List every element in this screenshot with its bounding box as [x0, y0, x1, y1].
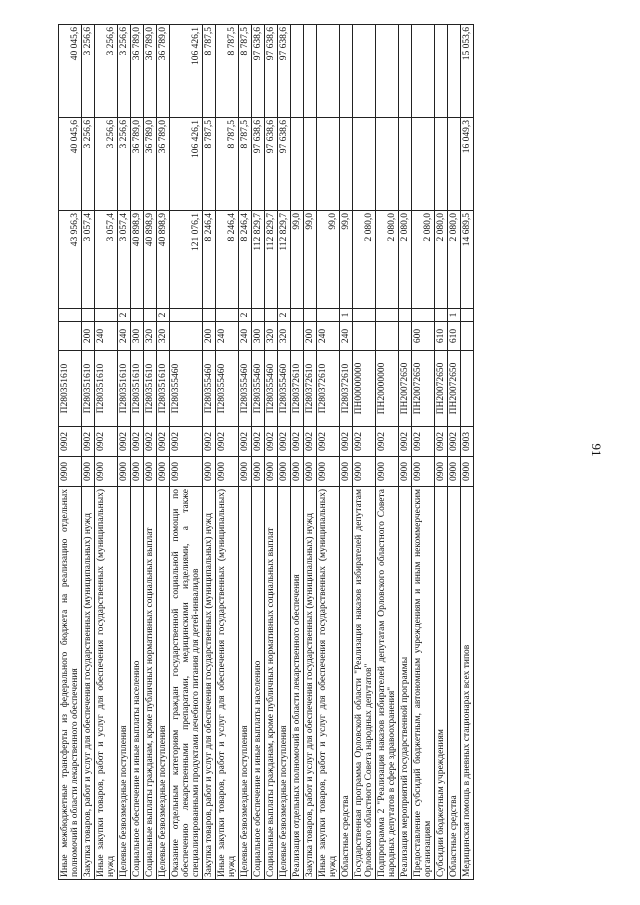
- table-body: [59, 25, 474, 880]
- funding-source-code: [95, 309, 118, 322]
- amount-col-1: 3 057,4: [95, 211, 118, 309]
- razdel-code: 0902: [203, 427, 216, 457]
- funding-source-code: [203, 309, 216, 322]
- expense-type-code: 240: [118, 322, 131, 351]
- row-name: Областные средства: [340, 487, 353, 880]
- target-article-code: ПН20072650: [435, 351, 448, 427]
- expense-type-code: 320: [157, 322, 170, 351]
- target-article-code: П280372610: [304, 351, 317, 427]
- expense-type-code: 240: [317, 322, 340, 351]
- amount-col-3: 36 789,0: [131, 25, 144, 118]
- expense-type-code: [376, 322, 399, 351]
- amount-col-1: 121 076,1: [170, 211, 203, 309]
- amount-col-2: 8 787,5: [216, 118, 239, 211]
- funding-source-code: [412, 309, 435, 322]
- amount-col-3: 8 787,5: [239, 25, 252, 118]
- razdel-code: 0902: [340, 427, 353, 457]
- table-row: [399, 25, 412, 880]
- amount-col-2: [304, 118, 317, 211]
- grbs-code: 0900: [399, 457, 412, 487]
- razdel-code: 0902: [265, 427, 278, 457]
- razdel-code: 0902: [278, 427, 291, 457]
- amount-col-2: 3 256,6: [82, 118, 95, 211]
- amount-col-1: 40 898,9: [144, 211, 157, 309]
- table-row: [304, 25, 317, 880]
- amount-col-2: [291, 118, 304, 211]
- amount-col-2: 8 787,5: [203, 118, 216, 211]
- funding-source-code: [144, 309, 157, 322]
- grbs-code: 0900: [435, 457, 448, 487]
- razdel-code: 0902: [131, 427, 144, 457]
- target-article-code: П280372610: [317, 351, 340, 427]
- razdel-code: 0902: [399, 427, 412, 457]
- funding-source-code: 2: [239, 309, 252, 322]
- table-row: [435, 25, 448, 880]
- expense-type-code: [399, 322, 412, 351]
- grbs-code: 0900: [353, 457, 376, 487]
- funding-source-code: [59, 309, 82, 322]
- amount-col-3: [435, 25, 448, 118]
- razdel-code: 0902: [118, 427, 131, 457]
- row-name: Субсидии бюджетным учреждениям: [435, 487, 448, 880]
- amount-col-2: [448, 118, 461, 211]
- amount-col-2: 97 638,6: [278, 118, 291, 211]
- amount-col-1: 99,0: [317, 211, 340, 309]
- expense-type-code: 240: [216, 322, 239, 351]
- grbs-code: 0900: [82, 457, 95, 487]
- razdel-code: 0902: [252, 427, 265, 457]
- funding-source-code: [317, 309, 340, 322]
- target-article-code: П280351610: [118, 351, 131, 427]
- funding-source-code: [291, 309, 304, 322]
- table-row: [118, 25, 131, 880]
- expense-type-code: 320: [144, 322, 157, 351]
- amount-col-2: [376, 118, 399, 211]
- expense-type-code: 200: [304, 322, 317, 351]
- rotated-page-content: [58, 25, 566, 880]
- page-number: 91: [589, 443, 604, 457]
- table-row: [340, 25, 353, 880]
- razdel-code: 0902: [239, 427, 252, 457]
- row-name: Целевые безвозмездные поступления: [278, 487, 291, 880]
- razdel-code: 0902: [95, 427, 118, 457]
- table-row: [239, 25, 252, 880]
- target-article-code: П280351610: [59, 351, 82, 427]
- grbs-code: 0900: [291, 457, 304, 487]
- amount-col-2: 40 045,6: [59, 118, 82, 211]
- grbs-code: 0900: [461, 457, 474, 487]
- amount-col-2: 36 789,0: [144, 118, 157, 211]
- target-article-code: ПН00000000: [353, 351, 376, 427]
- funding-source-code: [376, 309, 399, 322]
- row-name: Иные межбюджетные трансферты из федерального бюджета на реализацию отдельных полномочий в области лекарственного обеспечения: [59, 487, 82, 880]
- row-name: Закупка товаров, работ и услуг для обеспечения государственных (муниципальных) нужд: [203, 487, 216, 880]
- amount-col-1: 112 829,7: [252, 211, 265, 309]
- razdel-code: 0902: [376, 427, 399, 457]
- amount-col-3: 15 053,6: [461, 25, 474, 118]
- target-article-code: П280351610: [157, 351, 170, 427]
- row-name: Целевые безвозмездные поступления: [118, 487, 131, 880]
- razdel-code: 0902: [353, 427, 376, 457]
- table-row: [353, 25, 376, 880]
- amount-col-3: 97 638,6: [252, 25, 265, 118]
- razdel-code: 0902: [448, 427, 461, 457]
- table-row: [131, 25, 144, 880]
- razdel-code: 0902: [144, 427, 157, 457]
- table-row: [203, 25, 216, 880]
- expense-type-code: 300: [252, 322, 265, 351]
- grbs-code: 0900: [317, 457, 340, 487]
- amount-col-1: 43 956,3: [59, 211, 82, 309]
- row-name: Иные закупки товаров, работ и услуг для обеспечения государственных (муниципальных) нужд: [216, 487, 239, 880]
- razdel-code: 0902: [59, 427, 82, 457]
- amount-col-1: 8 246,4: [216, 211, 239, 309]
- funding-source-code: [170, 309, 203, 322]
- grbs-code: 0900: [216, 457, 239, 487]
- funding-source-code: 2: [118, 309, 131, 322]
- target-article-code: П280351610: [95, 351, 118, 427]
- razdel-code: 0902: [82, 427, 95, 457]
- amount-col-3: [317, 25, 340, 118]
- amount-col-1: 2 080,0: [435, 211, 448, 309]
- grbs-code: 0900: [448, 457, 461, 487]
- amount-col-2: 97 638,6: [265, 118, 278, 211]
- target-article-code: ПН20072650: [399, 351, 412, 427]
- amount-col-2: 3 256,6: [95, 118, 118, 211]
- funding-source-code: [435, 309, 448, 322]
- grbs-code: 0900: [170, 457, 203, 487]
- grbs-code: 0900: [203, 457, 216, 487]
- amount-col-1: 99,0: [304, 211, 317, 309]
- amount-col-3: [412, 25, 435, 118]
- grbs-code: 0900: [304, 457, 317, 487]
- amount-col-1: 112 829,7: [265, 211, 278, 309]
- razdel-code: 0902: [291, 427, 304, 457]
- row-name: Целевые безвозмездные поступления: [157, 487, 170, 880]
- amount-col-1: 3 057,4: [82, 211, 95, 309]
- amount-col-3: [291, 25, 304, 118]
- row-name: Иные закупки товаров, работ и услуг для обеспечения государственных (муниципальных) нужд: [317, 487, 340, 880]
- razdel-code: 0902: [435, 427, 448, 457]
- amount-col-3: [399, 25, 412, 118]
- amount-col-2: [435, 118, 448, 211]
- row-name: Закупка товаров, работ и услуг для обеспечения государственных (муниципальных) нужд: [82, 487, 95, 880]
- expense-type-code: 610: [448, 322, 461, 351]
- amount-col-1: 3 057,4: [118, 211, 131, 309]
- amount-col-2: 16 049,3: [461, 118, 474, 211]
- amount-col-1: 99,0: [340, 211, 353, 309]
- amount-col-1: 2 080,0: [353, 211, 376, 309]
- table-row: [157, 25, 170, 880]
- table-row: [82, 25, 95, 880]
- amount-col-2: [353, 118, 376, 211]
- row-name: Социальное обеспечение и иные выплаты населению: [252, 487, 265, 880]
- grbs-code: 0900: [239, 457, 252, 487]
- row-name: Целевые безвозмездные поступления: [239, 487, 252, 880]
- amount-col-2: 36 789,0: [157, 118, 170, 211]
- amount-col-1: 112 829,7: [278, 211, 291, 309]
- expense-type-code: 200: [82, 322, 95, 351]
- amount-col-3: [340, 25, 353, 118]
- amount-col-2: 106 426,1: [170, 118, 203, 211]
- target-article-code: П280355460: [216, 351, 239, 427]
- amount-col-3: [376, 25, 399, 118]
- table-row: [170, 25, 203, 880]
- expense-type-code: [291, 322, 304, 351]
- table-row: [461, 25, 474, 880]
- expense-type-code: 200: [203, 322, 216, 351]
- expense-type-code: [461, 322, 474, 351]
- amount-col-3: 8 787,5: [203, 25, 216, 118]
- amount-col-3: 3 256,6: [95, 25, 118, 118]
- table-row: [265, 25, 278, 880]
- grbs-code: 0900: [131, 457, 144, 487]
- expense-type-code: 610: [435, 322, 448, 351]
- expense-type-code: 300: [131, 322, 144, 351]
- funding-source-code: 1: [448, 309, 461, 322]
- funding-source-code: [82, 309, 95, 322]
- expense-type-code: 240: [95, 322, 118, 351]
- target-article-code: П280355460: [278, 351, 291, 427]
- razdel-code: 0902: [216, 427, 239, 457]
- funding-source-code: [265, 309, 278, 322]
- amount-col-1: 40 898,9: [157, 211, 170, 309]
- funding-source-code: [252, 309, 265, 322]
- amount-col-1: 2 080,0: [412, 211, 435, 309]
- funding-source-code: 1: [340, 309, 353, 322]
- row-name: Предоставление субсидий бюджетным, автономным учреждениям и иным некоммерческим организациям: [412, 487, 435, 880]
- table-row: [291, 25, 304, 880]
- funding-source-code: [461, 309, 474, 322]
- table-row: [144, 25, 157, 880]
- amount-col-3: [448, 25, 461, 118]
- amount-col-3: 97 638,6: [265, 25, 278, 118]
- amount-col-2: 8 787,5: [239, 118, 252, 211]
- row-name: Оказание отдельным категориям граждан государственной социальной помощи по обеспечению лекарственными препаратами, медицинскими изделиями, а также специализированными продуктами лечебного питания для детей-инвалидов: [170, 487, 203, 880]
- grbs-code: 0900: [340, 457, 353, 487]
- target-article-code: П280372610: [340, 351, 353, 427]
- table-row: [95, 25, 118, 880]
- amount-col-1: 2 080,0: [399, 211, 412, 309]
- amount-col-1: 8 246,4: [203, 211, 216, 309]
- expense-type-code: [170, 322, 203, 351]
- amount-col-1: 14 689,5: [461, 211, 474, 309]
- amount-col-3: 3 256,6: [82, 25, 95, 118]
- amount-col-2: [317, 118, 340, 211]
- amount-col-3: 106 426,1: [170, 25, 203, 118]
- expense-type-code: 240: [239, 322, 252, 351]
- grbs-code: 0900: [265, 457, 278, 487]
- amount-col-2: [399, 118, 412, 211]
- row-name: Государственная программа Орловской области "Реализация наказов избирателей депутатам Орловского областного Совета народных депутатов": [353, 487, 376, 880]
- funding-source-code: [353, 309, 376, 322]
- table-row: [376, 25, 399, 880]
- razdel-code: 0902: [170, 427, 203, 457]
- amount-col-2: 97 638,6: [252, 118, 265, 211]
- grbs-code: 0900: [252, 457, 265, 487]
- amount-col-2: 36 789,0: [131, 118, 144, 211]
- amount-col-1: 2 080,0: [448, 211, 461, 309]
- row-name: Реализация отдельных полномочий в области лекарственного обеспечения: [291, 487, 304, 880]
- expense-type-code: [353, 322, 376, 351]
- funding-source-code: [131, 309, 144, 322]
- table-row: [252, 25, 265, 880]
- expense-type-code: 320: [265, 322, 278, 351]
- razdel-code: 0903: [461, 427, 474, 457]
- budget-table: [58, 24, 474, 880]
- row-name: Иные закупки товаров, работ и услуг для обеспечения государственных (муниципальных) нужд: [95, 487, 118, 880]
- funding-source-code: [399, 309, 412, 322]
- amount-col-2: 3 256,6: [118, 118, 131, 211]
- amount-col-1: 2 080,0: [376, 211, 399, 309]
- table-row: [278, 25, 291, 880]
- grbs-code: 0900: [278, 457, 291, 487]
- funding-source-code: 2: [157, 309, 170, 322]
- razdel-code: 0902: [304, 427, 317, 457]
- table-row: [448, 25, 461, 880]
- row-name: Подпрограмма 2 "Реализация наказов избирателей депутатам Орловского областного Совета народных депутатов в сфере здравоохранения": [376, 487, 399, 880]
- funding-source-code: 2: [278, 309, 291, 322]
- expense-type-code: [59, 322, 82, 351]
- row-name: Медицинская помощь в дневных стационарах всех типов: [461, 487, 474, 880]
- row-name: Социальные выплаты гражданам, кроме публичных нормативных социальных выплат: [144, 487, 157, 880]
- amount-col-3: 40 045,6: [59, 25, 82, 118]
- amount-col-3: 3 256,6: [118, 25, 131, 118]
- row-name: Областные средства: [448, 487, 461, 880]
- amount-col-1: 8 246,4: [239, 211, 252, 309]
- amount-col-2: [340, 118, 353, 211]
- grbs-code: 0900: [118, 457, 131, 487]
- table-row: [59, 25, 82, 880]
- target-article-code: П280355460: [252, 351, 265, 427]
- grbs-code: 0900: [376, 457, 399, 487]
- target-article-code: ПН20000000: [376, 351, 399, 427]
- razdel-code: 0902: [412, 427, 435, 457]
- target-article-code: П280351610: [131, 351, 144, 427]
- razdel-code: 0902: [317, 427, 340, 457]
- grbs-code: 0900: [95, 457, 118, 487]
- amount-col-3: 97 638,6: [278, 25, 291, 118]
- amount-col-2: [412, 118, 435, 211]
- amount-col-3: 36 789,0: [144, 25, 157, 118]
- target-article-code: П280355460: [239, 351, 252, 427]
- table-row: [216, 25, 239, 880]
- target-article-code: П280355460: [203, 351, 216, 427]
- funding-source-code: [216, 309, 239, 322]
- amount-col-3: [353, 25, 376, 118]
- expense-type-code: 240: [340, 322, 353, 351]
- row-name: Реализация мероприятий государственной программы: [399, 487, 412, 880]
- target-article-code: П280355460: [170, 351, 203, 427]
- grbs-code: 0900: [412, 457, 435, 487]
- amount-col-3: [304, 25, 317, 118]
- table-row: [412, 25, 435, 880]
- amount-col-1: 99,0: [291, 211, 304, 309]
- target-article-code: [461, 351, 474, 427]
- amount-col-3: 8 787,5: [216, 25, 239, 118]
- target-article-code: П280372610: [291, 351, 304, 427]
- grbs-code: 0900: [144, 457, 157, 487]
- amount-col-1: 40 898,9: [131, 211, 144, 309]
- target-article-code: ПН20072650: [412, 351, 435, 427]
- razdel-code: 0902: [157, 427, 170, 457]
- grbs-code: 0900: [157, 457, 170, 487]
- expense-type-code: 600: [412, 322, 435, 351]
- table-row: [317, 25, 340, 880]
- grbs-code: 0900: [59, 457, 82, 487]
- target-article-code: П280351610: [144, 351, 157, 427]
- target-article-code: П280355460: [265, 351, 278, 427]
- target-article-code: П280351610: [82, 351, 95, 427]
- amount-col-3: 36 789,0: [157, 25, 170, 118]
- row-name: Социальные выплаты гражданам, кроме публичных нормативных социальных выплат: [265, 487, 278, 880]
- target-article-code: ПН20072650: [448, 351, 461, 427]
- funding-source-code: [304, 309, 317, 322]
- row-name: Закупка товаров, работ и услуг для обеспечения государственных (муниципальных) нужд: [304, 487, 317, 880]
- expense-type-code: 320: [278, 322, 291, 351]
- row-name: Социальное обеспечение и иные выплаты населению: [131, 487, 144, 880]
